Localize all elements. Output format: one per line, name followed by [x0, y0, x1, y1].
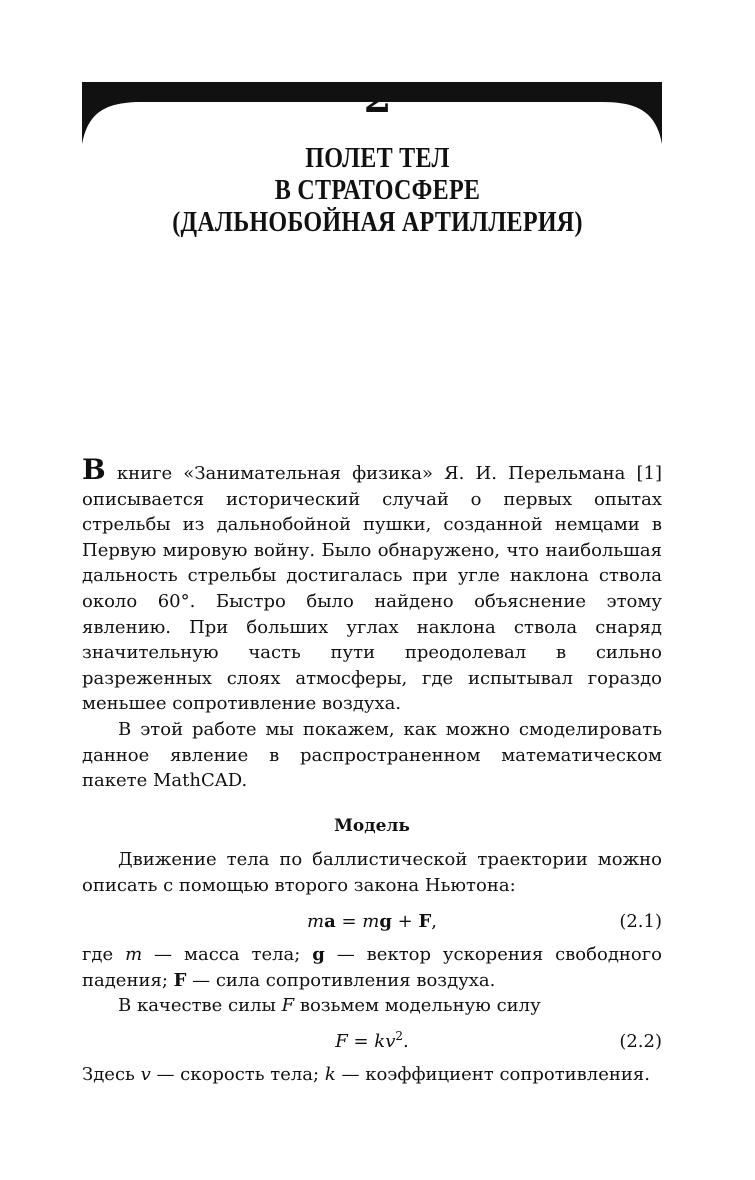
chapter-number: 2	[363, 75, 392, 122]
intro-paragraph	[82, 453, 662, 717]
model-paragraph: Движение тела по баллистической траектории можно описать с помощью второго закона Ньютона:	[82, 849, 662, 896]
intro-paragraph-text: книге «Занимательная физика» Я. И. Перельмана [1] описывается исторический случай о первых опытах стрельбы из дальнобойной пушки, созданной немцами в Первую мировую войну. Было обнаружено, что наибольшая дальность стрельбы достигалась при угле наклона ствола около 60°. Быстро было найдено объяснение этому явлению. При больших углах наклона ствола снаряд значительную часть пути преодолевал в сильно разреженных слоях атмосферы, где испытывал гораздо меньшее сопротивление воздуха.	[82, 463, 662, 715]
equation-2-2	[82, 1029, 662, 1055]
equation-2-1	[82, 909, 662, 935]
equation-formula: ma = mg + F,	[307, 910, 437, 932]
model-paragraph-3: В качестве силы F возьмем модельную силу	[118, 995, 541, 1017]
chapter-title-line: В СТРАТОСФЕРЕ	[274, 175, 481, 206]
model-paragraph-4: Здесь v — скорость тела; k — коэффициент сопротивления.	[82, 1064, 650, 1086]
body-text	[82, 453, 663, 1088]
chapter-title	[0, 143, 755, 239]
intro-paragraph-2: В этой работе мы покажем, как можно смоделировать данное явление в распространенном математическом пакете MathCAD.	[82, 718, 662, 792]
equation-formula: $F = kv^2$.	[335, 1028, 409, 1052]
equation-number: (2.1)	[619, 910, 662, 932]
model-paragraph-2: где m — масса тела; g — вектор ускорения свободного падения; F — сила сопротивления воздуха.	[82, 944, 663, 991]
dropcap: В	[82, 453, 106, 486]
equation-number: (2.2)	[619, 1030, 662, 1052]
chapter-title-line: (ДАЛЬНОБОЙНАЯ АРТИЛЛЕРИЯ)	[172, 207, 583, 238]
chapter-title-line: ПОЛЕТ ТЕЛ	[305, 143, 450, 174]
section-heading: Модель	[334, 815, 410, 836]
